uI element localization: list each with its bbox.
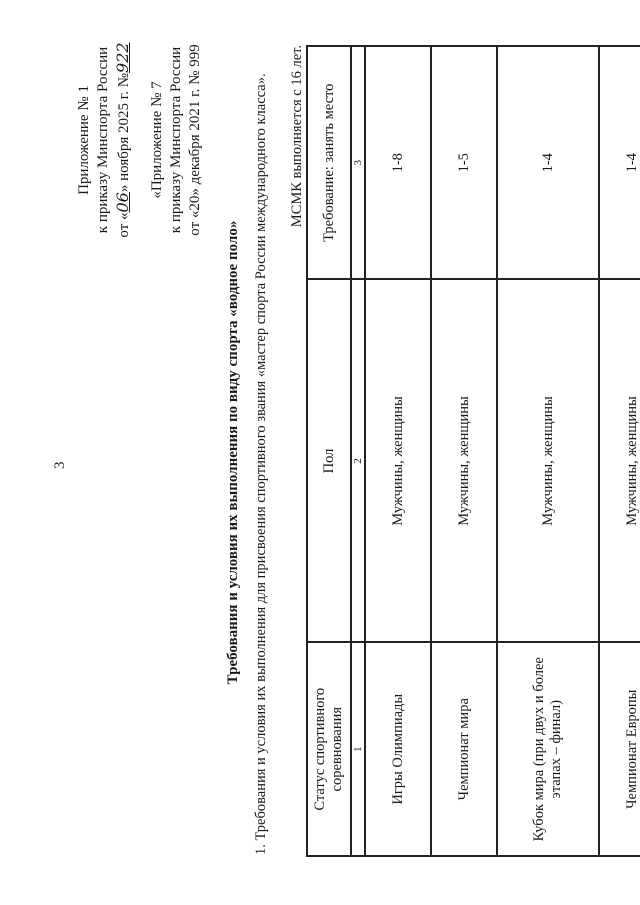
cell-sex: Мужчины, женщины bbox=[497, 279, 599, 642]
intro-paragraph: 1. Требования и условия их выполнения для присвоения спортивного звания «мастер спорта России международного класса». bbox=[253, 73, 269, 855]
age-note: МСМК выполняется с 16 лет. bbox=[289, 45, 305, 228]
header-status: Статус спортивного соревнования bbox=[307, 642, 351, 856]
old-appendix-order-date: от «20» декабря 2021 г. № 999 bbox=[187, 44, 203, 236]
table-row bbox=[497, 46, 599, 856]
cell-place: 1-4 bbox=[599, 46, 640, 279]
table-header-row bbox=[307, 46, 351, 856]
appendix-title: Приложение № 1 bbox=[76, 85, 92, 195]
column-number: 1 bbox=[351, 642, 365, 856]
column-number: 2 bbox=[351, 279, 365, 642]
appendix-order-date: от «06» ноября 2025 г. №922 bbox=[113, 42, 132, 238]
appendix-order-ref: к приказу Минспорта России bbox=[95, 46, 111, 234]
cell-sex: Мужчины, женщины bbox=[365, 279, 431, 642]
cell-status: Игры Олимпиады bbox=[365, 642, 431, 856]
cell-status: Кубок мира (при двух и более этапах – финал) bbox=[497, 642, 599, 856]
cell-sex: Мужчины, женщины bbox=[431, 279, 497, 642]
cell-place: 1-5 bbox=[431, 46, 497, 279]
handwritten-order-number: 922 bbox=[113, 42, 132, 73]
cell-place: 1-8 bbox=[365, 46, 431, 279]
cell-place: 1-4 bbox=[497, 46, 599, 279]
cell-sex: Мужчины, женщины bbox=[599, 279, 640, 642]
cell-status: Чемпионат мира bbox=[431, 642, 497, 856]
old-appendix-order-ref: к приказу Минспорта России bbox=[168, 46, 184, 234]
column-number: 3 bbox=[351, 46, 365, 279]
column-number-row bbox=[351, 46, 365, 856]
header-place: Требование: занять место bbox=[307, 46, 351, 279]
cell-status: Чемпионат Европы bbox=[599, 642, 640, 856]
table-row bbox=[365, 46, 431, 856]
handwritten-day: 06 bbox=[113, 192, 132, 213]
header-sex: Пол bbox=[307, 279, 351, 642]
table-row bbox=[431, 46, 497, 856]
page-number: 3 bbox=[52, 461, 68, 469]
table-row bbox=[599, 46, 640, 856]
old-appendix-title: «Приложение № 7 bbox=[149, 81, 165, 199]
appendix-header bbox=[75, 15, 205, 265]
requirements-table bbox=[306, 45, 640, 857]
document-title: Требования и условия их выполнения по виду спорта «водное поло» bbox=[225, 220, 241, 685]
